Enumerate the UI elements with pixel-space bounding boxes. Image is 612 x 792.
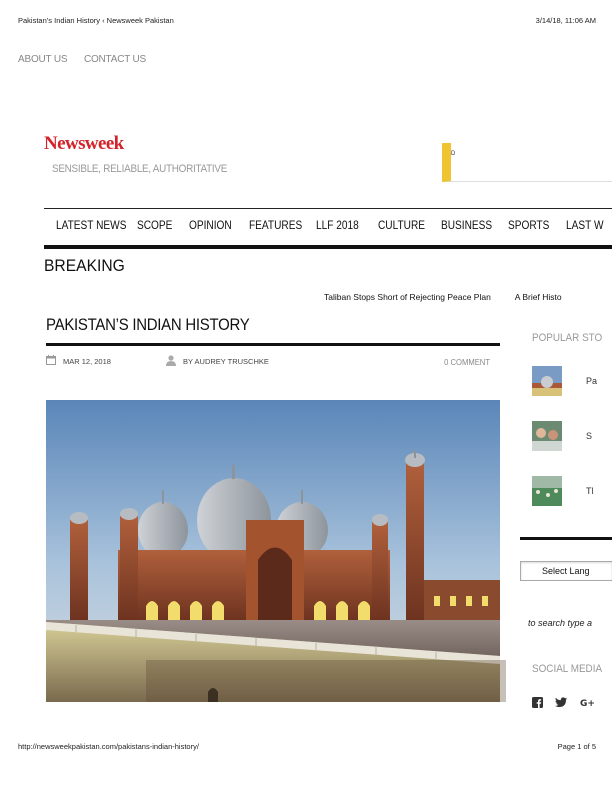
print-footer — [18, 742, 596, 754]
popular-story-title: S — [586, 431, 593, 441]
nav-bottom-divider — [44, 245, 612, 249]
top-links — [18, 54, 160, 65]
article-author[interactable]: BY AUDREY TRUSCHKE — [183, 357, 269, 366]
nav-item-last[interactable]: LAST W — [566, 220, 604, 232]
twitter-icon[interactable] — [555, 697, 567, 708]
article-hero-image[interactable] — [46, 400, 500, 702]
mosque-thumbnail — [532, 366, 562, 396]
article-meta — [46, 355, 500, 369]
popular-story-item[interactable] — [532, 366, 612, 396]
newsweek-logo[interactable]: Newsweek — [44, 133, 124, 154]
popular-story-title: Pa — [586, 376, 598, 386]
popular-story-item[interactable] — [532, 421, 612, 451]
facebook-icon[interactable] — [532, 697, 543, 708]
title-divider — [46, 343, 500, 346]
popular-story-title: Tl — [586, 486, 594, 496]
print-datetime: 3/14/18, 11:06 AM — [535, 16, 596, 25]
breaking-ticker — [324, 292, 612, 302]
svg-text:G+: G+ — [580, 699, 595, 709]
language-select[interactable]: Select Lang — [520, 561, 612, 581]
google-plus-icon[interactable] — [580, 697, 595, 709]
nav-item-culture[interactable]: CULTURE — [378, 220, 426, 232]
popular-stories-title: POPULAR STO — [532, 332, 603, 344]
main-nav — [44, 220, 612, 238]
print-page-title: Pakistan’s Indian History ‹ Newsweek Pakistan — [18, 16, 174, 25]
sidebar-divider — [520, 537, 612, 540]
rally-thumbnail — [532, 476, 562, 506]
print-page-url: http://newsweekpakistan.com/pakistans-indian-history/ — [18, 742, 199, 751]
ticker-item[interactable]: Taliban Stops Short of Rejecting Peace Plan — [324, 292, 491, 302]
article-date: MAR 12, 2018 — [63, 357, 111, 366]
calendar-icon — [46, 355, 56, 365]
ad-banner[interactable] — [442, 143, 612, 182]
breaking-label: BREAKING — [44, 256, 125, 275]
contact-us-link[interactable]: CONTACT US — [83, 54, 147, 65]
nav-item-llf-2018[interactable]: LLF 2018 — [316, 220, 359, 232]
nav-item-opinion[interactable]: OPINION — [189, 220, 232, 232]
article-title: PAKISTAN’S INDIAN HISTORY — [46, 315, 250, 334]
comment-count-link[interactable]: 0 COMMENT — [444, 357, 490, 367]
site-tagline: SENSIBLE, RELIABLE, AUTHORITATIVE — [52, 163, 228, 175]
social-media-title: SOCIAL MEDIA — [532, 663, 603, 675]
ticker-item[interactable]: A Brief Histo — [514, 292, 562, 302]
nav-item-sports[interactable]: SPORTS — [508, 220, 550, 232]
nav-item-scope[interactable]: SCOPE — [137, 220, 173, 232]
ad-banner-text: D — [451, 151, 456, 157]
search-hint[interactable]: to search type a — [528, 618, 593, 628]
print-header — [18, 16, 596, 28]
user-icon — [166, 355, 176, 366]
about-us-link[interactable]: ABOUT US — [18, 54, 68, 65]
nav-item-features[interactable]: FEATURES — [249, 220, 303, 232]
nav-top-divider — [44, 208, 612, 209]
nav-item-business[interactable]: BUSINESS — [441, 220, 493, 232]
print-page-number: Page 1 of 5 — [557, 742, 596, 751]
popular-story-item[interactable] — [532, 476, 612, 506]
nav-item-latest-news[interactable]: LATEST NEWS — [56, 220, 127, 232]
crowd-thumbnail — [532, 421, 562, 451]
badshahi-mosque-photo — [46, 400, 500, 702]
